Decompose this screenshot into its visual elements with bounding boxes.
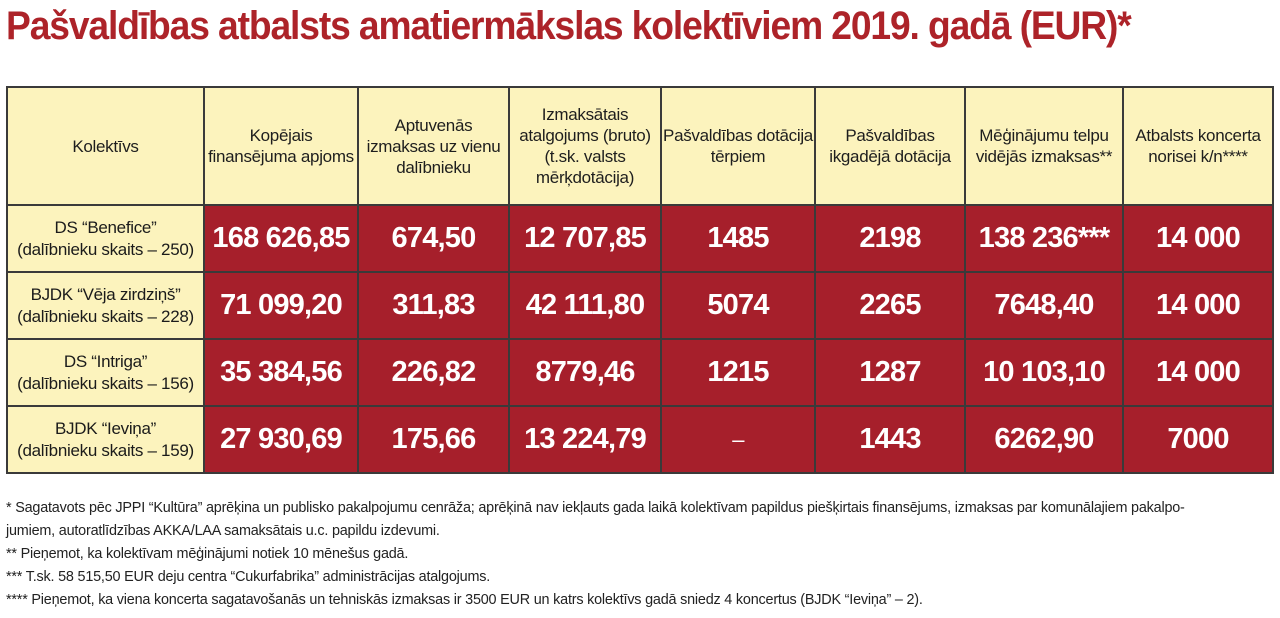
annual-grant-cell: 2198 — [815, 205, 965, 272]
collective-members: (dalībnieku skaits – 250) — [17, 239, 194, 259]
concert-support-cell: 14 000 — [1123, 205, 1273, 272]
concert-support-cell: 14 000 — [1123, 272, 1273, 339]
header-costume-grant: Pašvaldības dotācija tērpiem — [661, 87, 815, 205]
collective-label — [7, 205, 204, 272]
salary-paid-cell: 12 707,85 — [509, 205, 661, 272]
total-funding-cell: 71 099,20 — [204, 272, 358, 339]
footnote-line: *** T.sk. 58 515,50 EUR deju centra “Cukurfabrika” administrācijas atalgojums. — [6, 569, 491, 585]
collective-name: DS “Intriga” — [63, 351, 148, 371]
header-salary-paid: Izmaksātais atalgojums (bruto) (t.sk. valsts mērķdotācija) — [509, 87, 661, 205]
total-funding-cell: 27 930,69 — [204, 406, 358, 473]
collective-members: (dalībnieku skaits – 159) — [17, 440, 194, 460]
concert-support-cell: 7000 — [1123, 406, 1273, 473]
header-row — [7, 87, 1273, 205]
rehearsal-cost-cell: 7648,40 — [965, 272, 1123, 339]
collective-name: DS “Benefice” — [54, 217, 157, 237]
annual-grant-cell: 1287 — [815, 339, 965, 406]
cost-per-member-cell: 226,82 — [358, 339, 509, 406]
total-funding-cell: 35 384,56 — [204, 339, 358, 406]
salary-paid-cell: 13 224,79 — [509, 406, 661, 473]
collective-name: BJDK “Vēja zirdziņš” — [30, 284, 181, 304]
collective-members: (dalībnieku skaits – 228) — [17, 306, 194, 326]
header-total-funding: Kopējais finansējuma apjoms — [204, 87, 358, 205]
rehearsal-cost-cell: 10 103,10 — [965, 339, 1123, 406]
table-row — [7, 339, 1273, 406]
footnotes — [6, 497, 1276, 612]
concert-support-cell: 14 000 — [1123, 339, 1273, 406]
footnote-line: jumiem, autoratlīdzības AKKA/LAA samaksātais u.c. papildu izdevumi. — [6, 523, 440, 539]
costume-grant-cell: 1485 — [661, 205, 815, 272]
support-table — [6, 86, 1274, 474]
page-title: Pašvaldības atbalsts amatiermākslas kolektīviem 2019. gadā (EUR)* — [6, 4, 1131, 48]
salary-paid-cell: 42 111,80 — [509, 272, 661, 339]
annual-grant-cell: 2265 — [815, 272, 965, 339]
table-row — [7, 272, 1273, 339]
total-funding-cell: 168 626,85 — [204, 205, 358, 272]
annual-grant-cell: 1443 — [815, 406, 965, 473]
collective-label — [7, 339, 204, 406]
collective-label — [7, 272, 204, 339]
header-annual-grant: Pašvaldības ikgadējā dotācija — [815, 87, 965, 205]
footnote-line: ** Pieņemot, ka kolektīvam mēģinājumi notiek 10 mēnešus gadā. — [6, 546, 409, 562]
costume-grant-cell: 1215 — [661, 339, 815, 406]
header-cost-per-member: Aptuvenās izmaksas uz vienu dalībnieku — [358, 87, 509, 205]
salary-paid-cell: 8779,46 — [509, 339, 661, 406]
cost-per-member-cell: 674,50 — [358, 205, 509, 272]
cost-per-member-cell: 175,66 — [358, 406, 509, 473]
collective-members: (dalībnieku skaits – 156) — [17, 373, 194, 393]
collective-label — [7, 406, 204, 473]
footnote-line: **** Pieņemot, ka viena koncerta sagatavošanās un tehniskās izmaksas ir 3500 EUR un katrs kolektīvs gadā sniedz 4 koncertus (BJDK “Ieviņa” – 2). — [6, 592, 923, 608]
cost-per-member-cell: 311,83 — [358, 272, 509, 339]
costume-grant-cell: 5074 — [661, 272, 815, 339]
header-concert-support: Atbalsts koncerta norisei k/n**** — [1123, 87, 1273, 205]
costume-grant-cell: – — [661, 406, 815, 473]
header-collective: Kolektīvs — [7, 87, 204, 205]
table-row — [7, 406, 1273, 473]
footnote-line: * Sagatavots pēc JPPI “Kultūra” aprēķina un publisko pakalpojumu cenrāža; aprēķinā nav iekļauts gada laikā kolektīvam papildus piešķirtais finansējums, izmaksas par komunālajiem pakalpo- — [6, 500, 1185, 516]
rehearsal-cost-cell: 6262,90 — [965, 406, 1123, 473]
collective-name: BJDK “Ieviņa” — [55, 418, 156, 438]
rehearsal-cost-cell: 138 236*** — [965, 205, 1123, 272]
header-rehearsal-cost: Mēģinājumu telpu vidējās izmaksas** — [965, 87, 1123, 205]
table-row — [7, 205, 1273, 272]
